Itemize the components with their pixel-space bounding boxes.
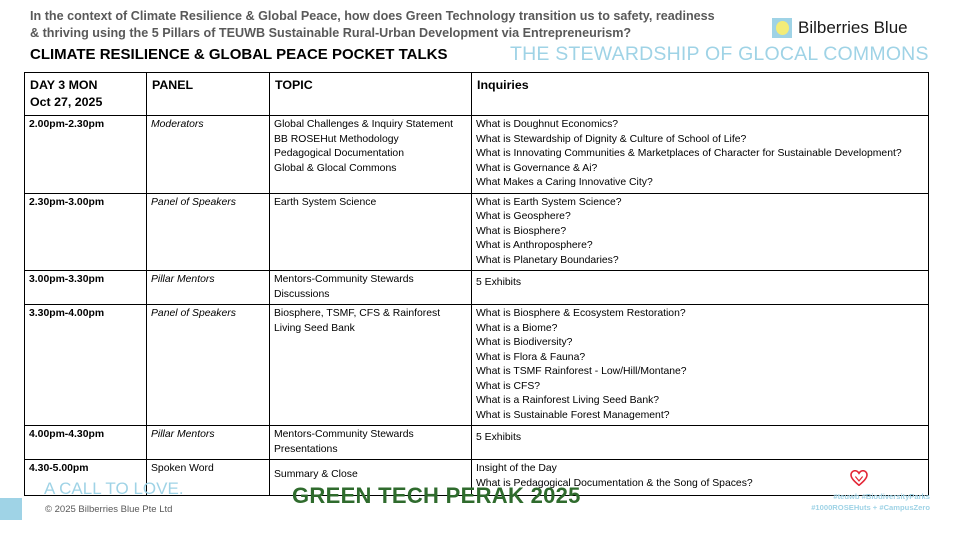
date-label: Oct 27, 2025 xyxy=(30,95,103,109)
table-row xyxy=(25,271,929,305)
time-slot: 3.00pm-3.30pm xyxy=(25,271,147,305)
time-slot: 2.30pm-3.00pm xyxy=(25,193,147,271)
inquiry-item: 5 Exhibits xyxy=(476,432,522,443)
inquiry-item: What is a Rainforest Living Seed Bank? xyxy=(476,395,660,406)
header-question xyxy=(30,8,760,42)
inquiries-cell xyxy=(472,116,929,194)
table-row xyxy=(25,305,929,426)
inquiry-item: What Makes a Caring Innovative City? xyxy=(476,177,653,188)
inquiries-cell xyxy=(472,305,929,426)
topic-line: Biosphere, TSMF, CFS & Rainforest xyxy=(274,308,441,319)
inquiry-item: What is TSMF Rainforest - Low/Hill/Montane? xyxy=(476,366,687,377)
time-slot: 4.00pm-4.30pm xyxy=(25,426,147,460)
inquiries-cell xyxy=(472,193,929,271)
topic-line: Discussions xyxy=(274,288,330,300)
topic-cell xyxy=(270,426,472,460)
inquiry-item: What is a Biome? xyxy=(476,322,558,334)
panel-cell: Spoken Word xyxy=(147,460,270,496)
inquiries-cell xyxy=(472,271,929,305)
topic-line: Presentations xyxy=(274,443,338,455)
hashtags-line-2: #1000ROSEHuts + #CampusZero xyxy=(811,503,930,512)
time-slot: 3.30pm-4.00pm xyxy=(25,305,147,426)
topic-line: Mentors-Community Stewards xyxy=(274,274,414,285)
inquiry-item: What is Planetary Boundaries? xyxy=(476,254,619,266)
inquiry-item: Insight of the Day xyxy=(476,463,557,474)
logo-icon xyxy=(772,18,792,38)
question-line-1: In the context of Climate Resilience & Global Peace, how does Green Technology transition us to safety, readiness xyxy=(30,9,715,23)
topic-line: BB ROSEHut Methodology xyxy=(274,133,399,145)
inquiry-item: What is Biosphere? xyxy=(476,225,567,237)
logo-text: Bilberries Blue xyxy=(798,18,908,37)
inquiry-item: What is Sustainable Forest Management? xyxy=(476,409,670,421)
topic-line: Mentors-Community Stewards xyxy=(274,429,414,440)
question-line-2: & thriving using the 5 Pillars of TEUWB Sustainable Rural-Urban Development via Entrepreneurism? xyxy=(30,26,632,40)
event-title: GREEN TECH PERAK 2025 xyxy=(292,483,581,508)
topic-cell xyxy=(270,305,472,426)
topic-line: Summary & Close xyxy=(274,469,358,480)
inquiries-cell xyxy=(472,426,929,460)
panel-cell: Panel of Speakers xyxy=(147,193,270,271)
panel-cell: Pillar Mentors xyxy=(147,426,270,460)
tagline: THE STEWARDSHIP OF GLOCAL COMMONS xyxy=(510,43,929,65)
day-label: DAY 3 MON xyxy=(30,78,98,92)
page-subtitle: CLIMATE RESILIENCE & GLOBAL PEACE POCKET TALKS xyxy=(30,46,448,63)
panel-cell: Moderators xyxy=(147,116,270,194)
hashtags-line-1: #teuwb #BiodiversityParks xyxy=(833,492,930,501)
heart-icon xyxy=(850,470,868,486)
schedule-table xyxy=(24,72,929,496)
panel-cell: Panel of Speakers xyxy=(147,305,270,426)
time-slot: 2.00pm-2.30pm xyxy=(25,116,147,194)
table-row xyxy=(25,426,929,460)
topic-cell xyxy=(270,116,472,194)
brand-logo xyxy=(772,18,908,38)
inquiries-header: Inquiries xyxy=(472,73,929,116)
topic-line: Global & Glocal Commons xyxy=(274,162,397,174)
panel-cell: Pillar Mentors xyxy=(147,271,270,305)
inquiry-item: What is Innovating Communities & Marketplaces of Character for Sustainable Development? xyxy=(476,148,902,159)
table-row xyxy=(25,116,929,194)
corner-block xyxy=(0,498,22,520)
inquiry-item: What is Biodiversity? xyxy=(476,337,573,348)
day-header xyxy=(25,73,147,116)
topic-header: TOPIC xyxy=(270,73,472,116)
inquiry-item: What is Doughnut Economics? xyxy=(476,119,619,130)
copyright: © 2025 Bilberries Blue Pte Ltd xyxy=(45,504,173,515)
inquiry-item: What is Flora & Fauna? xyxy=(476,351,586,363)
time-slot: 4.30-5.00pm xyxy=(25,460,147,496)
topic-cell xyxy=(270,271,472,305)
topic-cell xyxy=(270,193,472,271)
topic-line: Pedagogical Documentation xyxy=(274,148,404,159)
topic-line: Living Seed Bank xyxy=(274,322,355,334)
call-to-love: A CALL TO LOVE. xyxy=(44,479,184,498)
inquiry-item: What is CFS? xyxy=(476,380,541,392)
inquiry-item: 5 Exhibits xyxy=(476,277,522,288)
table-header-row xyxy=(25,73,929,116)
inquiry-item: What is Governance & Ai? xyxy=(476,162,598,174)
panel-header: PANEL xyxy=(147,73,270,116)
hashtags xyxy=(770,491,930,513)
inquiry-item: What is Pedagogical Documentation & the Song of Spaces? xyxy=(476,477,753,489)
table-row xyxy=(25,193,929,271)
inquiry-item: What is Biosphere & Ecosystem Restoration? xyxy=(476,308,686,319)
inquiry-item: What is Geosphere? xyxy=(476,211,571,222)
inquiry-item: What is Earth System Science? xyxy=(476,196,622,208)
inquiry-item: What is Anthroposphere? xyxy=(476,240,593,251)
inquiry-item: What is Stewardship of Dignity & Culture of School of Life? xyxy=(476,133,747,145)
topic-line: Global Challenges & Inquiry Statement xyxy=(274,119,454,130)
topic-line: Earth System Science xyxy=(274,196,377,208)
